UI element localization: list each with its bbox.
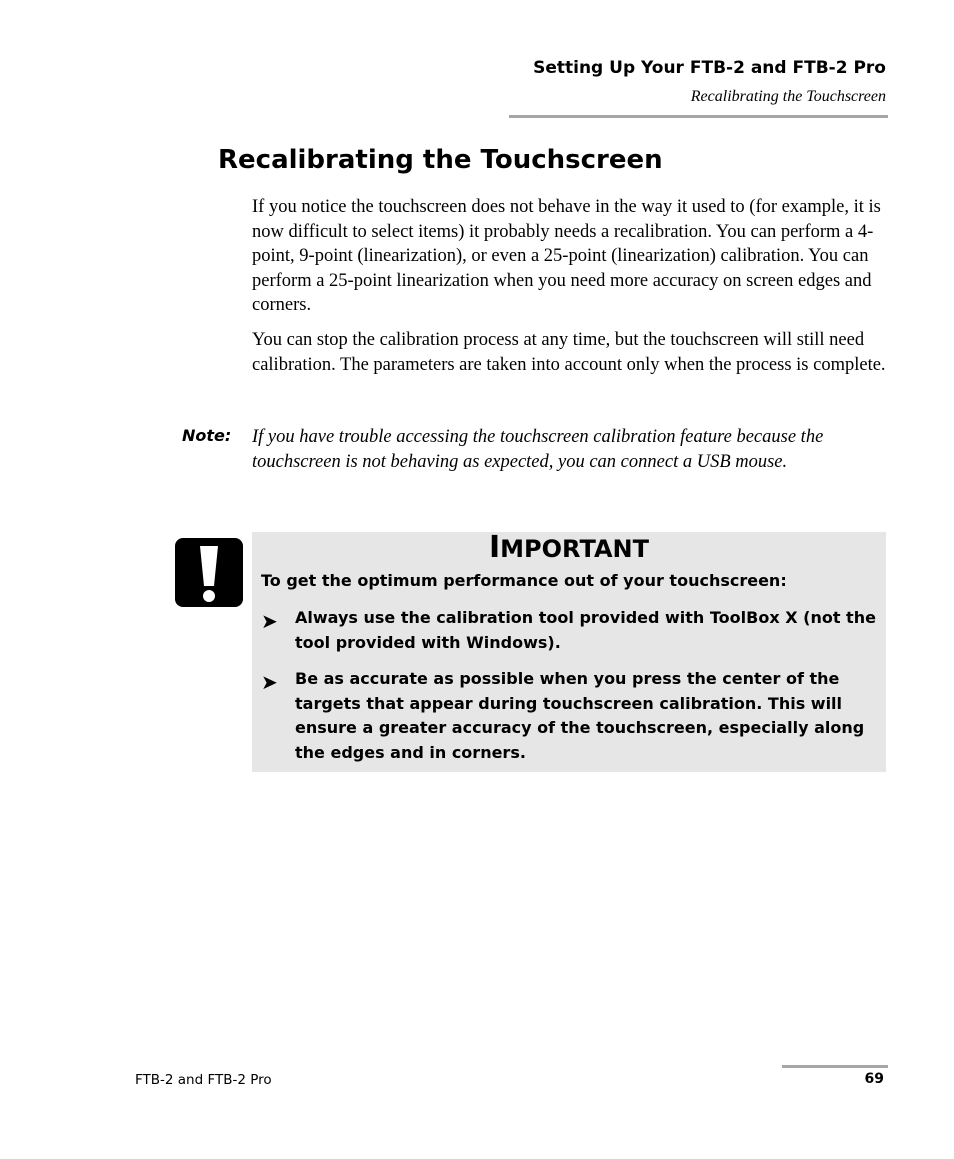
important-intro: To get the optimum performance out of your touchscreen: (261, 571, 787, 590)
footer-product-name: FTB-2 and FTB-2 Pro (135, 1072, 272, 1088)
header-rule (509, 115, 888, 118)
section-title: Recalibrating the Touchscreen (218, 145, 663, 175)
paragraph-recalibration-intro: If you notice the touchscreen does not behave in the way it used to (for example, it is now difficult to select items) it probably needs a recalibration. You can perform a 4-point, 9-point (linearization), or even a 25-point (linearization) calibration. You can perform a 25-point linearization when you need more accuracy on screen edges and corners. (252, 197, 881, 315)
important-list-item (261, 667, 881, 777)
note-label: Note: (182, 426, 232, 445)
important-list-item (261, 606, 881, 667)
note-text: If you have trouble accessing the touchscreen calibration feature because the touchscreen is not behaving as expected, you can connect a USB mouse. (252, 427, 824, 472)
paragraph-stop-calibration: You can stop the calibration process at any time, but the touchscreen will still need calibration. The parameters are taken into account only when the process is complete. (252, 330, 886, 375)
important-item-text: Always use the calibration tool provided with ToolBox X (not the tool provided with Windows). (295, 608, 876, 652)
important-item-text: Be as accurate as possible when you press the center of the targets that appear during touchscreen calibration. This will ensure a greater accuracy of the touchscreen, especially along the edges and in corners. (295, 669, 865, 762)
page-number: 69 (864, 1071, 884, 1087)
arrow-bullet-icon: ➤ (261, 670, 278, 694)
running-header-subtitle: Recalibrating the Touchscreen (690, 88, 886, 105)
arrow-bullet-icon: ➤ (261, 609, 278, 633)
exclamation-icon (175, 538, 243, 607)
important-heading-initial: I (489, 530, 501, 565)
footer-rule (782, 1065, 888, 1068)
important-heading-rest: MPORTANT (500, 535, 649, 563)
important-heading (252, 530, 886, 565)
running-header-title: Setting Up Your FTB-2 and FTB-2 Pro (533, 58, 886, 78)
